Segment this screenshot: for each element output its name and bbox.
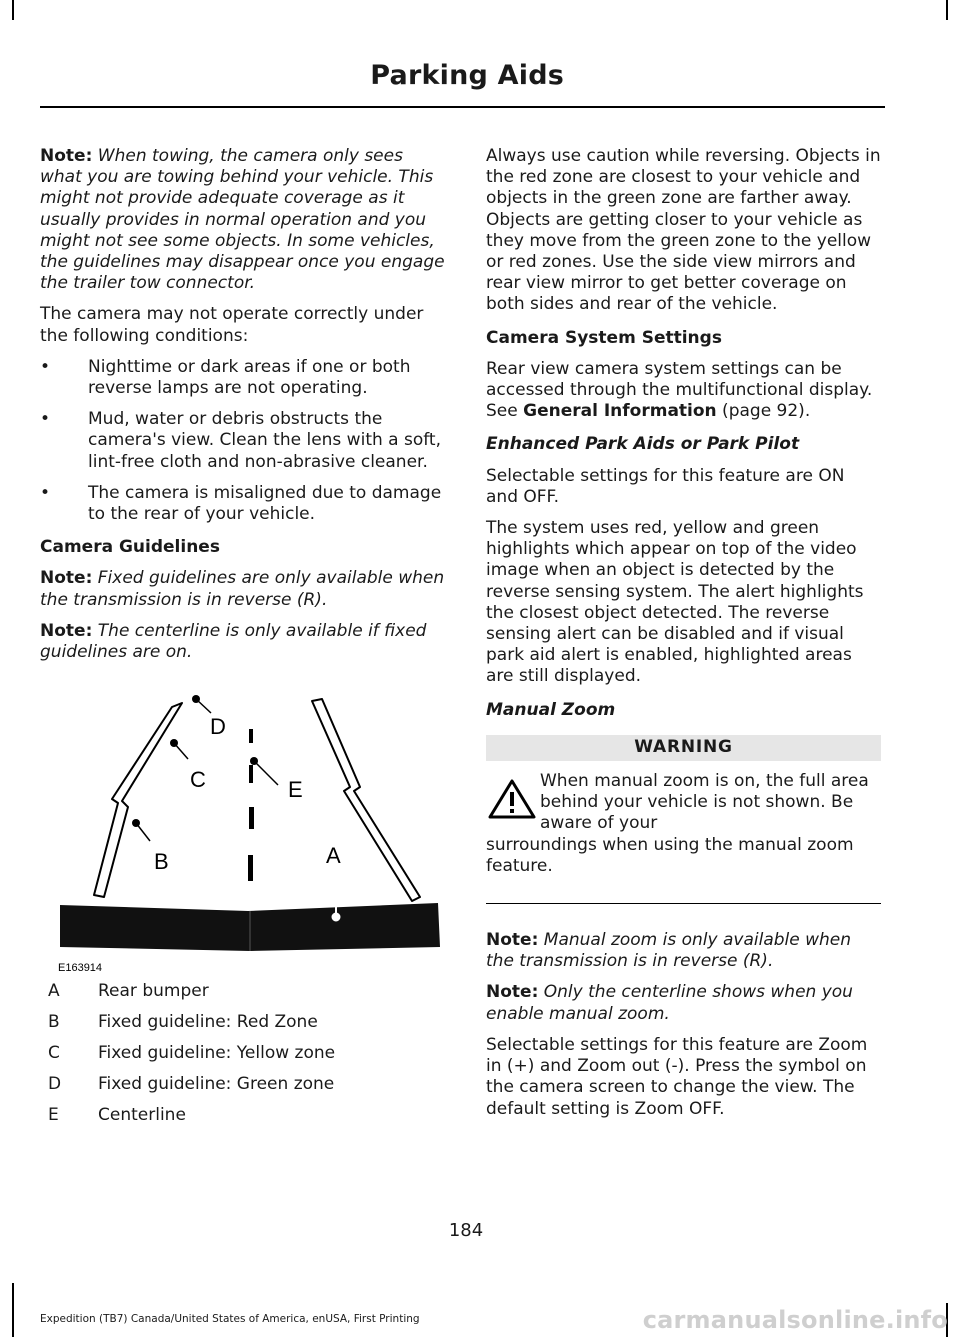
note-fixed-guidelines bbox=[40, 568, 448, 610]
legend-label: Fixed guideline: Red Zone bbox=[98, 1012, 318, 1033]
settings-text: Rear view camera system settings can be accessed through the multifunctional display. See bbox=[486, 358, 873, 422]
callout-label-b: B bbox=[154, 849, 169, 875]
settings-paragraph bbox=[486, 359, 881, 423]
bullet-symbol: • bbox=[40, 356, 51, 377]
note-label: Note: bbox=[486, 982, 539, 1003]
section-heading-enhanced-park-aids: Enhanced Park Aids or Park Pilot bbox=[486, 434, 800, 455]
warning-text-part: When manual zoom is on, the full area behind your vehicle is not shown. Be aware of your bbox=[540, 771, 869, 834]
left-column bbox=[40, 146, 448, 1136]
callout-leader-e bbox=[254, 761, 278, 785]
enhanced-paragraph: Selectable settings for this feature are ON and OFF. bbox=[486, 465, 845, 507]
section-heading-camera-system-settings: Camera System Settings bbox=[486, 327, 722, 348]
section-heading-manual-zoom: Manual Zoom bbox=[486, 699, 616, 720]
legend-row bbox=[40, 1105, 448, 1136]
watermark: carmanualsonline.info bbox=[642, 1306, 948, 1334]
legend-label: Rear bumper bbox=[98, 981, 209, 1002]
camera-guidelines-figure bbox=[54, 679, 454, 975]
camera-guidelines-diagram bbox=[54, 679, 454, 975]
section-heading-camera-guidelines: Camera Guidelines bbox=[40, 537, 220, 558]
right-column bbox=[486, 146, 881, 1130]
note-manual-zoom-reverse bbox=[486, 930, 881, 972]
system-paragraph: The system uses red, yellow and green highlights which appear on top of the video image when an object is detected by the reverse sensing system. The alert highlights the closest object detected. The reverse sensing alert can be disabled and if visual park aid alert is enabled, highlighted areas are still displayed. bbox=[486, 518, 864, 687]
legend-label: Fixed guideline: Green zone bbox=[98, 1074, 335, 1095]
legend-row bbox=[40, 1074, 448, 1105]
callout-label-c: C bbox=[190, 767, 206, 793]
callout-label-a: A bbox=[326, 843, 341, 869]
crop-mark-top-right bbox=[946, 0, 948, 20]
bullet-symbol: • bbox=[40, 409, 51, 430]
right-guideline bbox=[312, 699, 420, 901]
figure-image-id: E163914 bbox=[58, 962, 103, 975]
note-centerline-zoom bbox=[486, 982, 881, 1024]
callout-leader-b bbox=[136, 823, 150, 841]
note-label: Note: bbox=[40, 146, 93, 166]
legend-row bbox=[40, 1043, 448, 1074]
list-item-text: Mud, water or debris obstructs the camera's view. Clean the lens with a soft, lint-free cloth and non-abrasive cleaner. bbox=[88, 409, 441, 472]
legend-label: Fixed guideline: Yellow zone bbox=[98, 1043, 336, 1064]
legend-key: C bbox=[48, 1043, 60, 1064]
warning-triangle-icon bbox=[486, 777, 538, 821]
note-label: Note: bbox=[40, 620, 93, 641]
left-guideline bbox=[94, 703, 182, 897]
general-information-link[interactable]: General Information bbox=[523, 401, 717, 422]
settings-page-ref: (page 92). bbox=[716, 401, 811, 422]
page-number: 184 bbox=[448, 1220, 484, 1241]
callout-leader-c bbox=[174, 743, 188, 759]
note-text: The centerline is only available if fixed guidelines are on. bbox=[40, 620, 427, 663]
figure-legend bbox=[40, 981, 448, 1136]
callout-label-d: D bbox=[210, 714, 226, 740]
legend-row bbox=[40, 1012, 448, 1043]
warning-text-part: surroundings when using the manual zoom feature. bbox=[486, 834, 854, 876]
centerline-dash bbox=[248, 855, 253, 881]
note-text: Only the centerline shows when you enable manual zoom. bbox=[486, 982, 853, 1024]
note-label: Note: bbox=[40, 568, 93, 589]
list-item-text: The camera is misaligned due to damage to the rear of your vehicle. bbox=[88, 482, 442, 525]
caution-paragraph: Always use caution while reversing. Objects in the red zone are closest to your vehicle and objects in the green zone are farther away. Objects are getting closer to your vehicle as they move from the green zone to the yellow or red zones. Use the side view mirrors and rear view mirror to get better coverage on both sides and rear of the vehicle. bbox=[486, 146, 881, 315]
warning-banner: WARNING bbox=[486, 735, 881, 761]
callout-label-e: E bbox=[288, 777, 303, 803]
note-text: When towing, the camera only sees what you are towing behind your vehicle. This might not provide adequate coverage as it usually provides in normal operation and you might not see some objects. In some vehicles, the guidelines may disappear once you engage the trailer tow connector. bbox=[40, 146, 445, 294]
note-towing bbox=[40, 146, 448, 294]
note-centerline bbox=[40, 621, 448, 663]
list-item bbox=[40, 409, 448, 473]
legend-key: E bbox=[48, 1105, 59, 1126]
zoom-paragraph: Selectable settings for this feature are Zoom in (+) and Zoom out (-). Press the symbol on the camera screen to change the view. The default setting is Zoom OFF. bbox=[486, 1034, 868, 1119]
callout-leader-d bbox=[196, 699, 211, 713]
conditions-intro: The camera may not operate correctly under the following conditions: bbox=[40, 304, 424, 346]
warning-text bbox=[486, 771, 881, 877]
callout-dot-a bbox=[332, 913, 340, 921]
list-item bbox=[40, 483, 448, 525]
centerline-dash bbox=[249, 807, 254, 829]
legend-key: A bbox=[48, 981, 60, 1002]
list-item-text: Nighttime or dark areas if one or both reverse lamps are not operating. bbox=[88, 356, 411, 399]
legend-row bbox=[40, 981, 448, 1012]
bullet-symbol: • bbox=[40, 482, 51, 503]
legend-key: D bbox=[48, 1074, 62, 1095]
crop-mark-top-left bbox=[12, 0, 14, 20]
note-text: Manual zoom is only available when the transmission is in reverse (R). bbox=[486, 930, 852, 972]
note-text: Fixed guidelines are only available when the transmission is in reverse (R). bbox=[40, 568, 445, 610]
list-item bbox=[40, 357, 448, 399]
publication-footer: Expedition (TB7) Canada/United States of America, enUSA, First Printing bbox=[40, 1313, 420, 1325]
header-divider bbox=[40, 106, 885, 108]
centerline-dash bbox=[249, 729, 253, 743]
page-title: Parking Aids bbox=[370, 60, 564, 91]
warning-divider bbox=[486, 903, 881, 904]
crop-mark-bottom-left bbox=[12, 1283, 14, 1337]
legend-key: B bbox=[48, 1012, 60, 1033]
warning-box bbox=[486, 771, 881, 901]
centerline-dash bbox=[249, 765, 253, 783]
legend-label: Centerline bbox=[98, 1105, 186, 1126]
note-label: Note: bbox=[486, 930, 539, 951]
conditions-list bbox=[40, 357, 448, 525]
